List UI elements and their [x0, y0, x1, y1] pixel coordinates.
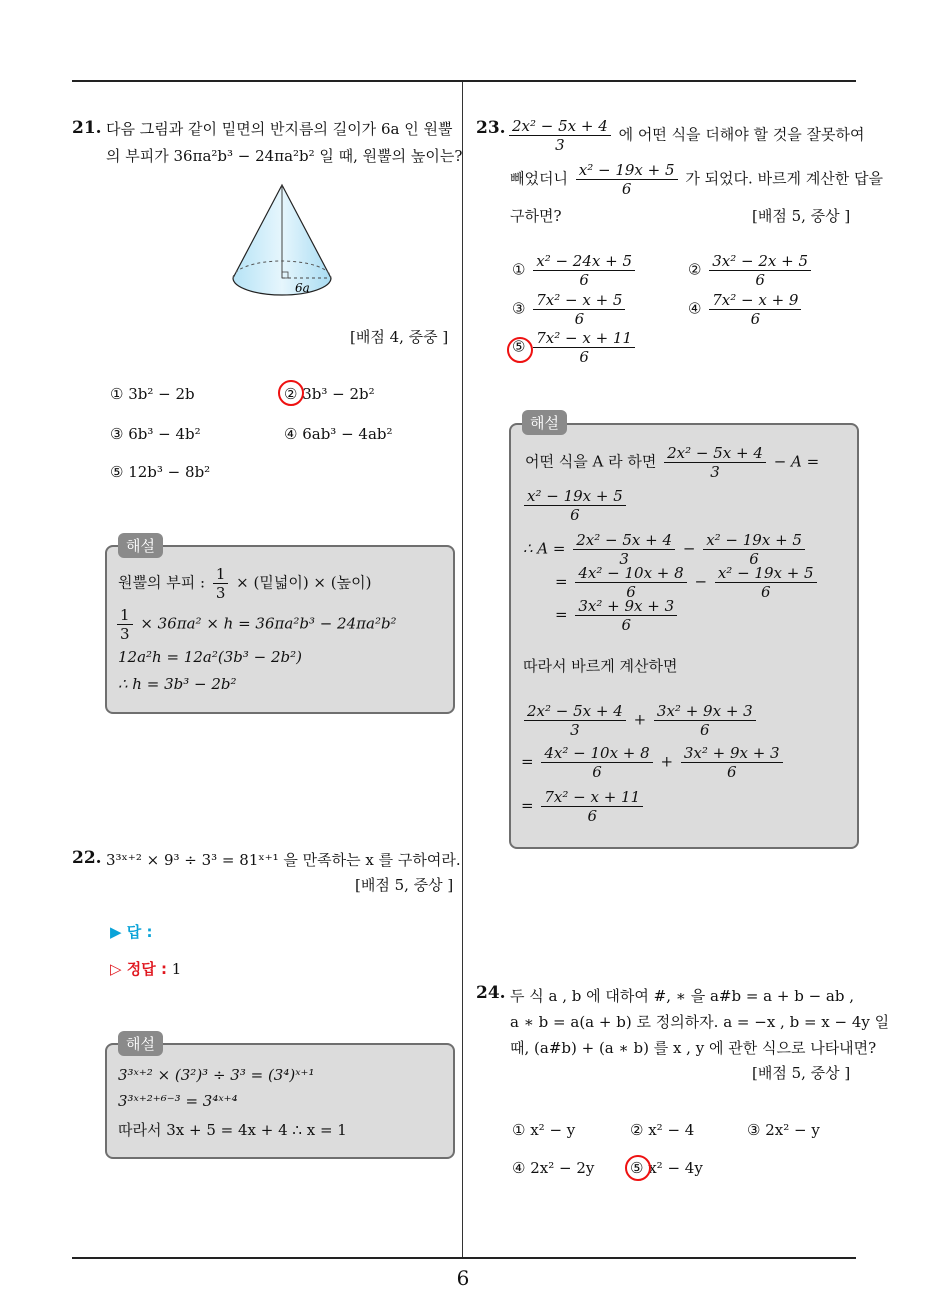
question-text: $\frac{\text{2x² − 5x + 4}}{3}$ 에 어떤 식을 더해야 할 것을 잘못하여 [506, 118, 865, 153]
option-3[interactable]: ③ 6b³ − 4b² [110, 425, 201, 443]
question-text: 빼었더니 $\frac{\text{x² − 19x + 5}}{6}$ 가 되었다. 바르게 계산한 답을 [510, 161, 884, 198]
option-5[interactable]: ⑤ 12b³ − 8b² [110, 463, 211, 481]
score-label: [배점 4, 중중 ] [350, 328, 449, 346]
solution-line: 어떤 식을 A 라 하면 $\frac{\text{2x² − 5x + 4}}{3}$ − A = [525, 444, 820, 481]
option-3[interactable]: ③ 2x² − y [747, 1121, 820, 1139]
solution-line: 원뿔의 부피 : $\frac{1}{3}$ × (밑넓이) × (높이) [118, 565, 372, 602]
answer-mark-icon [507, 337, 533, 363]
column-divider [462, 82, 463, 1257]
score-label: [배점 5, 중상 ] [752, 1064, 851, 1082]
option-3[interactable]: ③ $\frac{\text{7x² − x + 5}}{6}$ [512, 292, 628, 327]
solution-line: 12a²h = 12a²(3b³ − 2b²) [118, 648, 302, 666]
solution-line: 3³ˣ⁺² × (3²)³ ÷ 3³ = (3⁴)ˣ⁺¹ [118, 1066, 315, 1084]
solution-line: = $\frac{\text{7x² − x + 11}}{6}$ [521, 789, 646, 824]
question-text: 다음 그림과 같이 밑면의 반지름의 길이가 6a 인 원뿔 [106, 120, 453, 138]
top-rule [72, 80, 856, 82]
question-text: 때, (a#b) + (a ∗ b) 를 x , y 에 관한 식으로 나타내면? [510, 1039, 877, 1057]
bottom-rule [72, 1257, 856, 1259]
solution-tab: 해설 [522, 410, 567, 435]
question-number: 24. [476, 983, 506, 1003]
question-number: 22. [72, 848, 102, 868]
question-text: a ∗ b = a(a + b) 로 정의하자. a = −x , b = x − 4y 일 [510, 1013, 890, 1031]
solution-line: = $\frac{\text{4x² − 10x + 8}}{6}$ − $\frac{\text{x² − 19x + 5}}{6}$ [555, 565, 820, 600]
option-4[interactable]: ④ 6ab³ − 4ab² [284, 425, 393, 443]
option-1[interactable]: ① $\frac{\text{x² − 24x + 5}}{6}$ [512, 253, 638, 288]
option-4[interactable]: ④ 2x² − 2y [512, 1159, 595, 1177]
solution-line: 3³ˣ⁺²⁺⁶⁻³ = 3⁴ˣ⁺⁴ [118, 1092, 238, 1110]
score-label: [배점 5, 중상 ] [752, 207, 851, 225]
question-text: 두 식 a , b 에 대하여 #, ∗ 을 a#b = a + b − ab , [510, 987, 855, 1005]
answer-label: ▶ 답 : [110, 923, 153, 941]
question-text: 3³ˣ⁺² × 9³ ÷ 3³ = 81ˣ⁺¹ 을 만족하는 x 를 구하여라. [106, 851, 461, 869]
question-number: 23. [476, 118, 506, 138]
option-1[interactable]: ① 3b² − 2b [110, 385, 195, 403]
option-5[interactable]: ⑤ $\frac{\text{7x² − x + 11}}{6}$ [512, 330, 638, 365]
solution-tab: 해설 [118, 533, 163, 558]
option-4[interactable]: ④ $\frac{\text{7x² − x + 9}}{6}$ [688, 292, 804, 327]
solution-line: 따라서 바르게 계산하면 [523, 657, 678, 675]
option-2[interactable]: ② 3b³ − 2b² [284, 385, 375, 403]
correct-answer: ▷ 정답 : 1 [110, 960, 182, 978]
question-text: 의 부피가 36πa²b³ − 24πa²b² 일 때, 원뿔의 높이는? [106, 147, 463, 165]
question-number: 21. [72, 118, 102, 138]
option-2[interactable]: ② $\frac{\text{3x² − 2x + 5}}{6}$ [688, 253, 814, 288]
solution-tab: 해설 [118, 1031, 163, 1056]
solution-line: ∴ A = $\frac{\text{2x² − 5x + 4}}{3}$ − $\frac{\text{x² − 19x + 5}}{6}$ [523, 532, 808, 567]
answer-mark-icon [625, 1155, 651, 1181]
solution-line: = $\frac{\text{3x² + 9x + 3}}{6}$ [555, 598, 680, 633]
solution-line: $\frac{1}{3}$ × 36πa² × h = 36πa²b³ − 24πa²b² [114, 607, 397, 642]
page-number: 6 [456, 1266, 470, 1290]
answer-mark-icon [278, 380, 304, 406]
solution-line: $\frac{\text{x² − 19x + 5}}{6}$ [521, 488, 629, 523]
cone-figure [225, 180, 340, 300]
radius-label: 6a [295, 281, 310, 295]
solution-line: ∴ h = 3b³ − 2b² [118, 675, 237, 693]
option-2[interactable]: ② x² − 4 [630, 1121, 695, 1139]
solution-line: 따라서 3x + 5 = 4x + 4 ∴ x = 1 [118, 1121, 347, 1139]
option-5[interactable]: ⑤ x² − 4y [630, 1159, 703, 1177]
question-text: 구하면? [510, 207, 562, 225]
solution-line: $\frac{\text{2x² − 5x + 4}}{3}$ + $\frac{\text{3x² + 9x + 3}}{6}$ [521, 703, 759, 738]
solution-line: = $\frac{\text{4x² − 10x + 8}}{6}$ + $\frac{\text{3x² + 9x + 3}}{6}$ [521, 745, 786, 780]
option-1[interactable]: ① x² − y [512, 1121, 576, 1139]
score-label: [배점 5, 중상 ] [355, 876, 454, 894]
